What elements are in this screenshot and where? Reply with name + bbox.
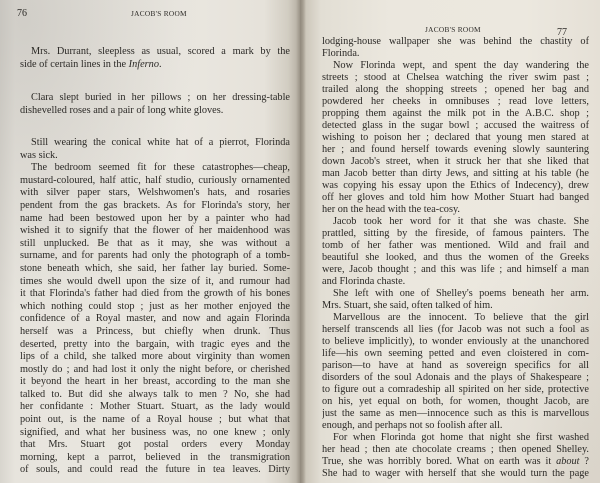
italic-word: about [556,456,580,467]
text-line: pendent from the gas brackets. As for Florinda's story, her [20,199,290,211]
text-line: beautiful she looked, and thus the women of the Greeks [322,252,589,263]
paragraph [322,216,589,288]
text-line: her ; and found herself towards evening slowly sauntering [322,144,589,155]
text-line: morning, kept a parrot, believed in the transmigration [20,451,290,463]
text-line: man Jacob better than dirty Jews, and sitting at his table (he [322,168,589,179]
text-line: herself transcends all lies (for Jacob was not such a fool as [322,324,589,335]
text-span: . [158,58,162,70]
text-line: still unplucked. Be that as it may, she was without a [20,237,290,249]
text-line: it beyond the heart in her breast, according to the man she [20,376,290,388]
text-line: down Jacob's street, when it struck her that she liked that [322,156,589,167]
text-line: wished it to signify that the flower of her maidenhood was [20,225,290,237]
right-page [300,0,600,483]
text-line: detected glass in the sugar bowl ; accused the waitress of [322,120,589,131]
text-line: surname, and for parents had only the photograph of a tomb- [20,250,290,262]
page-number: 76 [17,8,27,19]
text-span: ? [579,456,589,467]
text-line: times she would dwell upon the size of it, and rumour had [20,275,290,287]
text-line: and Florinda chaste. [322,276,406,287]
paragraph [20,162,290,477]
text-line: her confidante : Mother Stuart. Stuart, as the lady would [20,401,290,413]
running-head: JACOB'S ROOM [131,9,187,18]
text-line: Clara slept buried in her pillows ; on her dressing-table [31,92,290,103]
text-line: to figure out a comradeship all spirited on her side, protective [322,384,589,395]
paragraph [20,137,290,162]
text-line: Marvellous are the innocent. To believe that the girl [333,312,589,323]
text-line: her head ; then ate chocolate creams ; then opened Shelley. [322,444,589,455]
paragraph [322,312,589,432]
text-line: name had been bestowed upon her by a painter who had [20,212,290,224]
text-line: stone beneath which, she said, her father lay buried. Some- [20,262,290,274]
text-line: Still wearing the conical white hat of a pierrot, Florinda [31,137,290,148]
paragraph [322,60,589,216]
paragraph [322,432,589,480]
text-line: herself was a Princess, but chiefly when drunk. Thus [20,325,290,337]
text-line: Mrs. Stuart, she said, often talked of him. [322,300,493,311]
text-line: wishing to poison her ; declared that young men stared at [322,132,589,143]
text-line: was copying his essay upon the Ethics of Indecency), drew [322,180,589,191]
text-line: it that Florinda's father had died from the growth of his bones [20,288,290,300]
paragraph [322,288,589,312]
text-line: talked to. But did she always talk to men ? No, she had [20,388,290,400]
text-line: off her gloves and told him how Mother Stuart had banged [322,192,589,203]
paragraph [20,46,290,71]
text-line [322,456,589,468]
text-line: was sick. [20,149,58,161]
text-line: mostly do ; and had lost it only the night before, or cherished [20,363,290,375]
text-line: disorders of the soul Adonais and the plays of Shakespeare ; [322,372,589,383]
text-line [20,59,290,72]
text-line: which nothing could stop ; just as her mother enjoyed the [20,300,290,312]
text-line: lodging-house wallpaper she was behind the chastity of [322,36,589,47]
text-line: deserted, pretty into the bargain, with tragic eyes and the [20,338,290,350]
text-block [20,46,290,71]
text-line: point out, is the name of a Royal house ; but what that [20,414,290,426]
text-line: dishevelled roses and a pair of long white gloves. [20,104,224,116]
text-line: on his, yet equal on both, for women, thought Jacob, are [322,396,589,407]
text-block [20,92,290,117]
text-line: prattled, sitting by the fireside, of famous painters. The [322,228,589,239]
text-line: She had to wager with herself that she would turn the page [322,468,589,479]
text-line: of souls, and could read the future in tea leaves. Dirty [20,464,290,476]
italic-title: Inferno [128,58,159,70]
text-line: Jacob took her word for it that she was chaste. She [333,216,589,227]
text-line: She left with one of Shelley's poems beneath her arm. [333,288,589,299]
text-span: side of certain lines in the [20,58,129,70]
text-line: to believe implicitly), to wonder enviously at the unanchored [322,336,589,347]
text-line: life—his own seeming petted and even cloistered in com- [322,348,589,359]
running-head: JACOB'S ROOM [425,25,481,34]
text-line: streets ; stood at Chelsea watching the river swim past ; [322,72,589,83]
text-line: her on the head with the tea-cosy. [322,204,461,215]
text-line: lips of a child, she talked more about virginity than women [20,351,290,363]
text-line: trailed along the shopping streets ; opened her bag and [322,84,589,95]
text-line: powdered her cheeks in omnibuses ; read love letters, [322,96,589,107]
text-line: confidence of a Royal master, and now and again Florinda [20,313,290,325]
text-block [322,36,589,480]
text-line: were, Jacob thought ; and this was life ; and himself a man [322,264,589,275]
paragraph [20,92,290,117]
page-number: 77 [557,27,567,38]
text-line: tomb of her father was mentioned. Wild and frail and [322,240,589,251]
text-line: Florinda. [322,48,360,59]
text-line: The bedroom seemed fit for these catastrophes—cheap, [31,162,290,174]
text-line: parison—to have at hand as sovereign specifics for all [322,360,589,371]
text-line: enough, and perhaps not so foolish after all. [322,420,503,431]
text-line: just the same as men—innocence such as this is marvellous [322,408,589,419]
text-line: propping them against the milk pot in the A.B.C. shop ; [322,108,589,119]
text-line: with silver paper stars, Welshwomen's hats, and rosaries [20,187,290,199]
text-line: Now Florinda wept, and spent the day wandering the [333,60,589,71]
text-line: For when Florinda got home that night she first washed [333,432,589,443]
book-spine-shadow [296,0,306,483]
text-line: mustard-coloured, half attic, half studio, curiously ornamented [20,174,290,186]
text-line: signified, and what her business was, no one knew ; only [20,426,290,438]
text-line: that Mrs. Stuart got postal orders every Monday [20,439,290,451]
text-span: True, she was horribly bored. What on earth was it [322,456,557,467]
text-block [20,137,290,477]
text-line: Mrs. Durrant, sleepless as usual, scored a mark by the [31,46,290,57]
paragraph [322,36,589,60]
